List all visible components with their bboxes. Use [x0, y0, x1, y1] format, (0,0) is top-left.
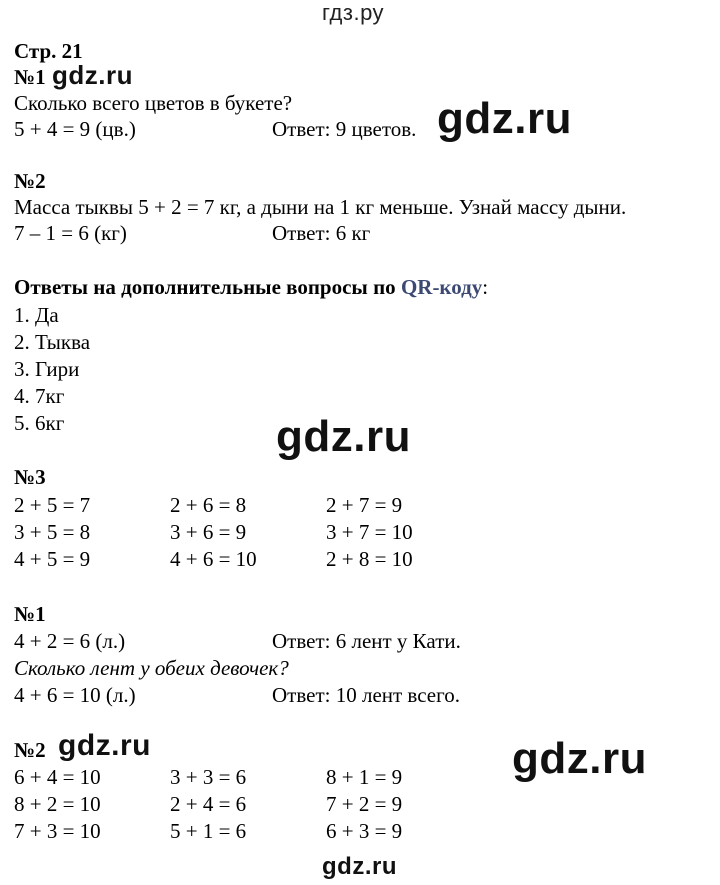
watermark: gdz.ru [58, 729, 151, 762]
task5-cell: 7 + 3 = 10 [14, 819, 101, 843]
task3-cell: 3 + 6 = 9 [170, 520, 247, 544]
task2-solution: 7 – 1 = 6 (кг) [14, 221, 127, 245]
task5-cell: 8 + 1 = 9 [326, 765, 403, 789]
qr-link-text: QR-коду [400, 275, 483, 299]
task4-solution: 4 + 6 = 10 (л.) [14, 683, 136, 707]
task4-question: Сколько лент у обеих девочек? [14, 656, 289, 680]
watermark: gdz.ru [437, 94, 572, 143]
task3-cell: 4 + 6 = 10 [170, 547, 257, 571]
watermark: gdz.ru [322, 853, 397, 880]
qr-answer: 1. Да [14, 303, 59, 327]
task2-question: Масса тыквы 5 + 2 = 7 кг, а дыни на 1 кг меньше. Узнай массу дыни. [14, 195, 627, 219]
page-label: Стр. 21 [14, 39, 83, 63]
qr-answer: 3. Гири [14, 357, 80, 381]
task2-number: №2 [14, 169, 46, 193]
task4-answer: Ответ: 6 лент у Кати. [272, 629, 461, 653]
task5-cell: 6 + 3 = 9 [326, 819, 403, 843]
task3-number: №3 [14, 465, 46, 489]
task3-cell: 2 + 7 = 9 [326, 493, 403, 517]
task5-cell: 3 + 3 = 6 [170, 765, 247, 789]
task1-answer: Ответ: 9 цветов. [272, 117, 417, 141]
task5-number: №2 [14, 738, 46, 762]
task3-cell: 2 + 5 = 7 [14, 493, 91, 517]
task4-solution: 4 + 2 = 6 (л.) [14, 629, 126, 653]
qr-heading-colon: : [482, 275, 489, 299]
task5-cell: 7 + 2 = 9 [326, 792, 403, 816]
task3-cell: 2 + 8 = 10 [326, 547, 413, 571]
watermark: gdz.ru [276, 412, 411, 461]
task1-question: Сколько всего цветов в букете? [14, 91, 293, 115]
task3-cell: 3 + 5 = 8 [14, 520, 91, 544]
task4-answer: Ответ: 10 лент всего. [272, 683, 460, 707]
task5-cell: 5 + 1 = 6 [170, 819, 247, 843]
task1-number: №1 [14, 65, 46, 89]
task4-number: №1 [14, 602, 46, 626]
task3-cell: 3 + 7 = 10 [326, 520, 413, 544]
task5-cell: 8 + 2 = 10 [14, 792, 101, 816]
task5-cell: 2 + 4 = 6 [170, 792, 247, 816]
task3-cell: 4 + 5 = 9 [14, 547, 91, 571]
qr-answer: 2. Тыква [14, 330, 91, 354]
qr-heading-text: Ответы на дополнительные вопросы по [14, 275, 401, 299]
qr-answer: 4. 7кг [14, 384, 65, 408]
site-header: гдз.ру [322, 0, 385, 25]
watermark: gdz.ru [52, 60, 133, 90]
qr-heading [14, 274, 488, 300]
task2-answer: Ответ: 6 кг [272, 221, 371, 245]
task5-cell: 6 + 4 = 10 [14, 765, 101, 789]
task1-solution: 5 + 4 = 9 (цв.) [14, 117, 136, 141]
watermark: gdz.ru [512, 734, 647, 783]
task3-cell: 2 + 6 = 8 [170, 493, 247, 517]
qr-answer: 5. 6кг [14, 411, 65, 435]
